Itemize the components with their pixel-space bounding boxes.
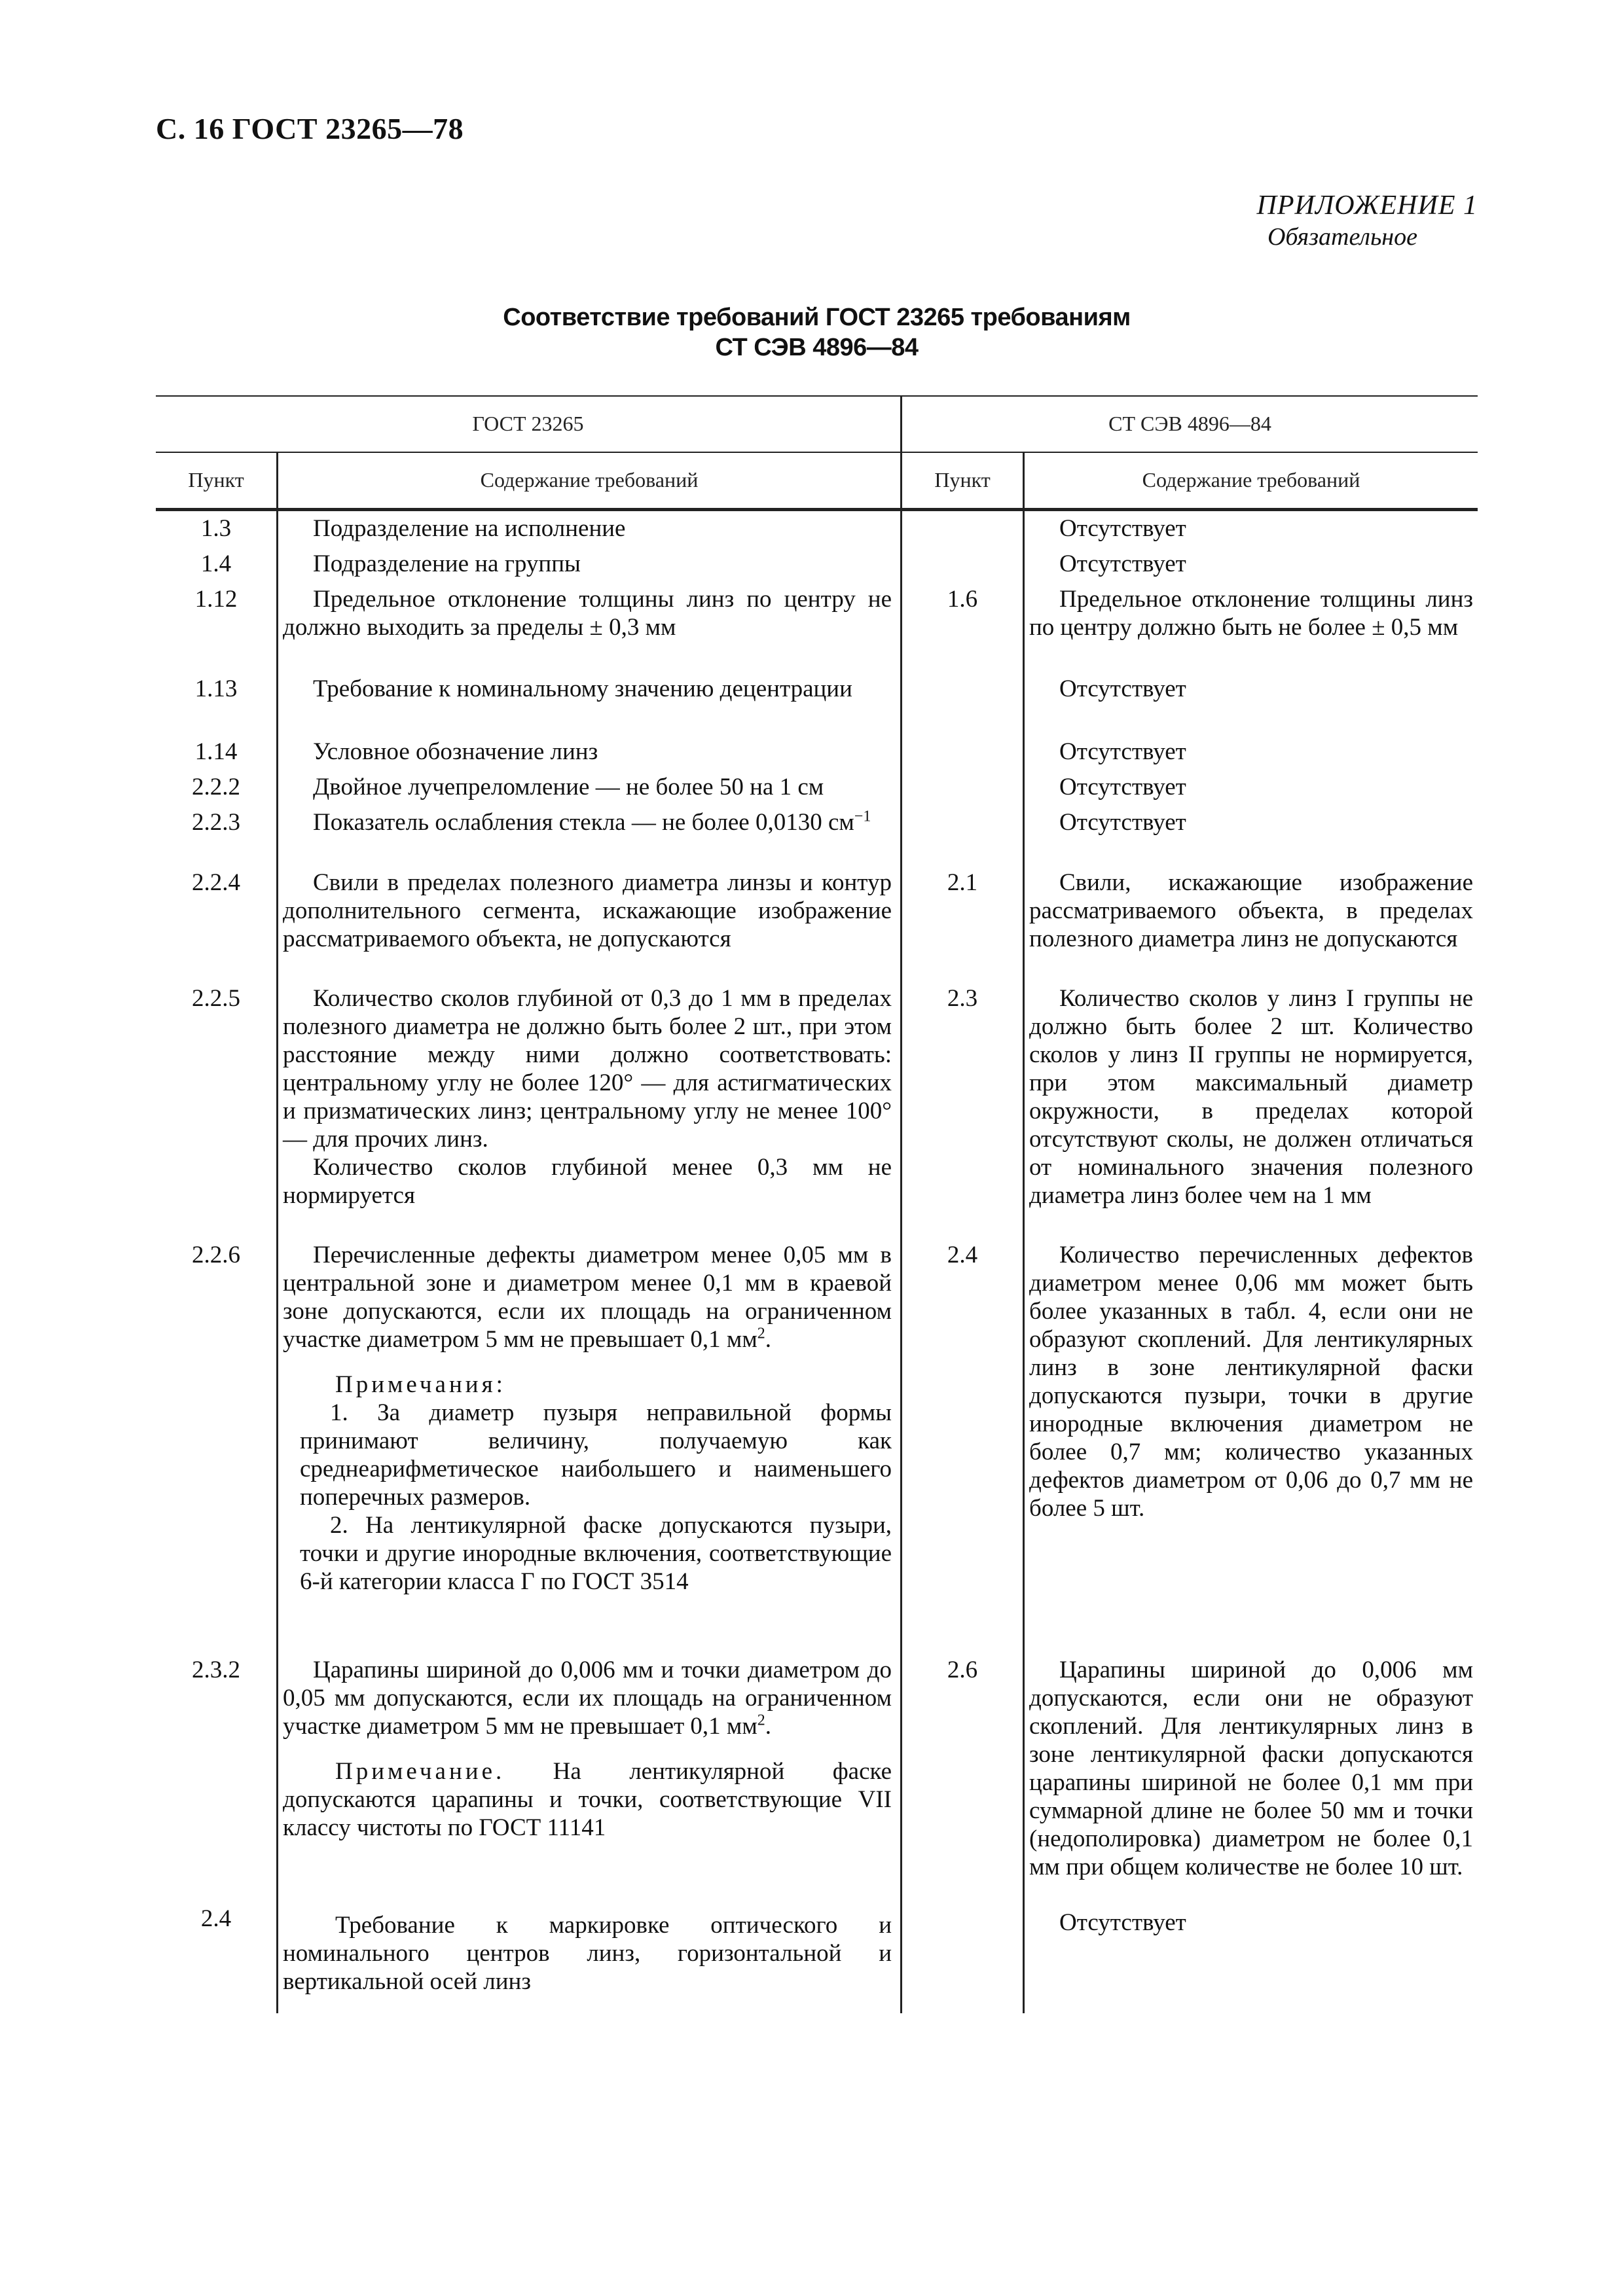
- sev-text: Количество сколов у линз I группы не должно быть более 2 шт. Количество сколов у линз II группы не нормируется, при этом максимальный диаметр окружности, в пределах которой отсутствуют сколы, не должен отличаться от номинального значения полезного диаметра линз более чем на 1 мм: [1029, 985, 1473, 1209]
- note-text: На лентикулярной фаске допускаются царапины и точки, соответствующие VII классу чистоты по ГОСТ 11141: [283, 1758, 892, 1841]
- note-heading: Примечание.: [335, 1758, 505, 1785]
- page-header: С. 16 ГОСТ 23265—78: [156, 112, 464, 145]
- header-content-right: Содержание требований: [1142, 468, 1360, 492]
- gost-point: 2.4: [200, 1905, 232, 1932]
- gost-point: 1.3: [200, 515, 232, 542]
- sev-text: Отсутствует: [1059, 550, 1186, 577]
- gost-text: Условное обозначение линз: [313, 738, 598, 765]
- gost-point: 2.2.4: [192, 869, 240, 896]
- note-heading: Примечания:: [335, 1371, 506, 1398]
- document-title: [156, 302, 1478, 363]
- gost-superscript: −1: [854, 808, 871, 825]
- gost-text: Царапины шириной до 0,006 мм и точки диаметром до 0,05 мм допускаются, если их площадь на ограниченном участке диаметром 5 мм не превышает 0,1 мм: [283, 1657, 892, 1740]
- gost-point: 2.2.2: [192, 774, 240, 800]
- gost-text: Требование к маркировке оптического и номинального центров линз, горизонтальной и вертикальной осей линз: [283, 1912, 892, 1995]
- gost-text: Двойное лучепреломление — не более 50 на 1 см: [313, 774, 824, 800]
- appendix-status: Обязательное: [1267, 223, 1417, 251]
- sev-point: 2.4: [947, 1242, 978, 1268]
- sev-text: Отсутствует: [1059, 1909, 1186, 1936]
- table-top-rule: [156, 395, 1478, 397]
- gost-text: Свили в пределах полезного диаметра линзы и контур дополнительного сегмента, искажающие изображение рассматриваемого объекта, не допускаются: [283, 869, 892, 952]
- table-header-rule: [156, 508, 1478, 511]
- note-item-1: 1. За диаметр пузыря неправильной формы принимают величину, получаемую как среднеарифметическое наибольшего и наименьшего поперечных размеров.: [300, 1399, 892, 1511]
- sev-text: Отсутствует: [1059, 675, 1186, 702]
- header-point-right: Пункт: [934, 468, 991, 492]
- gost-point: 2.2.5: [192, 985, 240, 1012]
- gost-text: Показатель ослабления стекла — не более 0,0130 см: [313, 809, 854, 836]
- gost-text: Требование к номинальному значению децентрации: [313, 675, 852, 702]
- header-point-left: Пункт: [188, 468, 244, 492]
- sev-text: Отсутствует: [1059, 738, 1186, 765]
- appendix-label: [1257, 190, 1478, 253]
- sev-point: 2.3: [947, 985, 978, 1012]
- sev-text: Отсутствует: [1059, 774, 1186, 800]
- header-gost: ГОСТ 23265: [472, 412, 584, 435]
- sev-text: Царапины шириной до 0,006 мм допускаются, если они не образуют скоплений. Для лентикулярных линз в зоне лентикулярной фаски допускаются царапины шириной не более 0,1 мм при суммарной длине не более 50 мм и точки (недополировка) диаметром не более 0,1 мм при общем количестве не более 10 шт.: [1029, 1657, 1473, 1880]
- col-divider-1: [276, 452, 278, 2013]
- document-title-line2: СТ СЭВ 4896—84: [715, 334, 919, 361]
- col-divider-3: [1023, 452, 1025, 2013]
- sev-text: Отсутствует: [1059, 809, 1186, 836]
- gost-text-tail: .: [765, 1326, 772, 1353]
- gost-text-continued: Количество сколов глубиной менее 0,3 мм не нормируется: [283, 1154, 892, 1209]
- appendix-title: ПРИЛОЖЕНИЕ 1: [1256, 190, 1478, 221]
- sev-text: Предельное отклонение толщины линз по центру должно быть не более ± 0,5 мм: [1029, 586, 1473, 641]
- gost-point: 2.2.3: [192, 809, 240, 836]
- header-sev: СТ СЭВ 4896—84: [1108, 412, 1271, 435]
- gost-point: 1.4: [200, 550, 232, 577]
- sev-text: Свили, искажающие изображение рассматриваемого объекта, в пределах полезного диаметра линз не допускаются: [1029, 869, 1473, 952]
- gost-text: Подразделение на исполнение: [313, 515, 626, 542]
- gost-point: 1.14: [194, 738, 238, 765]
- sev-text: Количество перечисленных дефектов диаметром менее 0,06 мм может быть более указанных в табл. 4, если они не образуют скоплений. Для лентикулярных линз в зоне лентикулярной фаски допускаются пузыри, точки в другие инородные включения диаметром не более 0,7 мм; количество указанных дефектов диаметром от 0,06 до 0,7 мм не более 5 шт.: [1029, 1242, 1473, 1522]
- gost-text: Подразделение на группы: [313, 550, 581, 577]
- header-content-left: Содержание требований: [480, 468, 699, 492]
- gost-point: 1.13: [194, 675, 238, 702]
- gost-point: 1.12: [194, 586, 238, 613]
- comparison-table: [156, 395, 1478, 2013]
- gost-point: 2.3.2: [192, 1657, 240, 1683]
- gost-text: Перечисленные дефекты диаметром менее 0,05 мм в центральной зоне и диаметром менее 0,1 мм в краевой зоне допускаются, если их площадь на ограниченном участке диаметром 5 мм не превышает 0,1 мм: [283, 1242, 892, 1353]
- table-group-rule: [156, 452, 1478, 453]
- sev-point: 2.1: [947, 869, 978, 896]
- gost-superscript: 2: [757, 1325, 765, 1342]
- gost-text: Количество сколов глубиной от 0,3 до 1 мм в пределах полезного диаметра не должно быть более 2 шт., при этом расстояние между ними должно соответствовать: центральному углу не более 120° — для астигматических и призматических линз; центральному углу не менее 100° — для прочих линз.: [283, 985, 892, 1153]
- gost-point: 2.2.6: [192, 1242, 240, 1268]
- gost-text: Предельное отклонение толщины линз по центру не должно выходить за пределы ± 0,3 мм: [283, 586, 892, 641]
- gost-text-tail: .: [765, 1713, 772, 1740]
- col-divider-2: [900, 395, 902, 2013]
- sev-point: 2.6: [947, 1657, 978, 1683]
- sev-point: 1.6: [947, 586, 978, 613]
- gost-superscript: 2: [757, 1712, 765, 1729]
- document-title-line1: Соответствие требований ГОСТ 23265 требованиям: [503, 304, 1131, 331]
- sev-text: Отсутствует: [1059, 515, 1186, 542]
- note-item-2: 2. На лентикулярной фаске допускаются пузыри, точки и другие инородные включения, соответствующие 6-й категории класса Г по ГОСТ 3514: [300, 1512, 892, 1595]
